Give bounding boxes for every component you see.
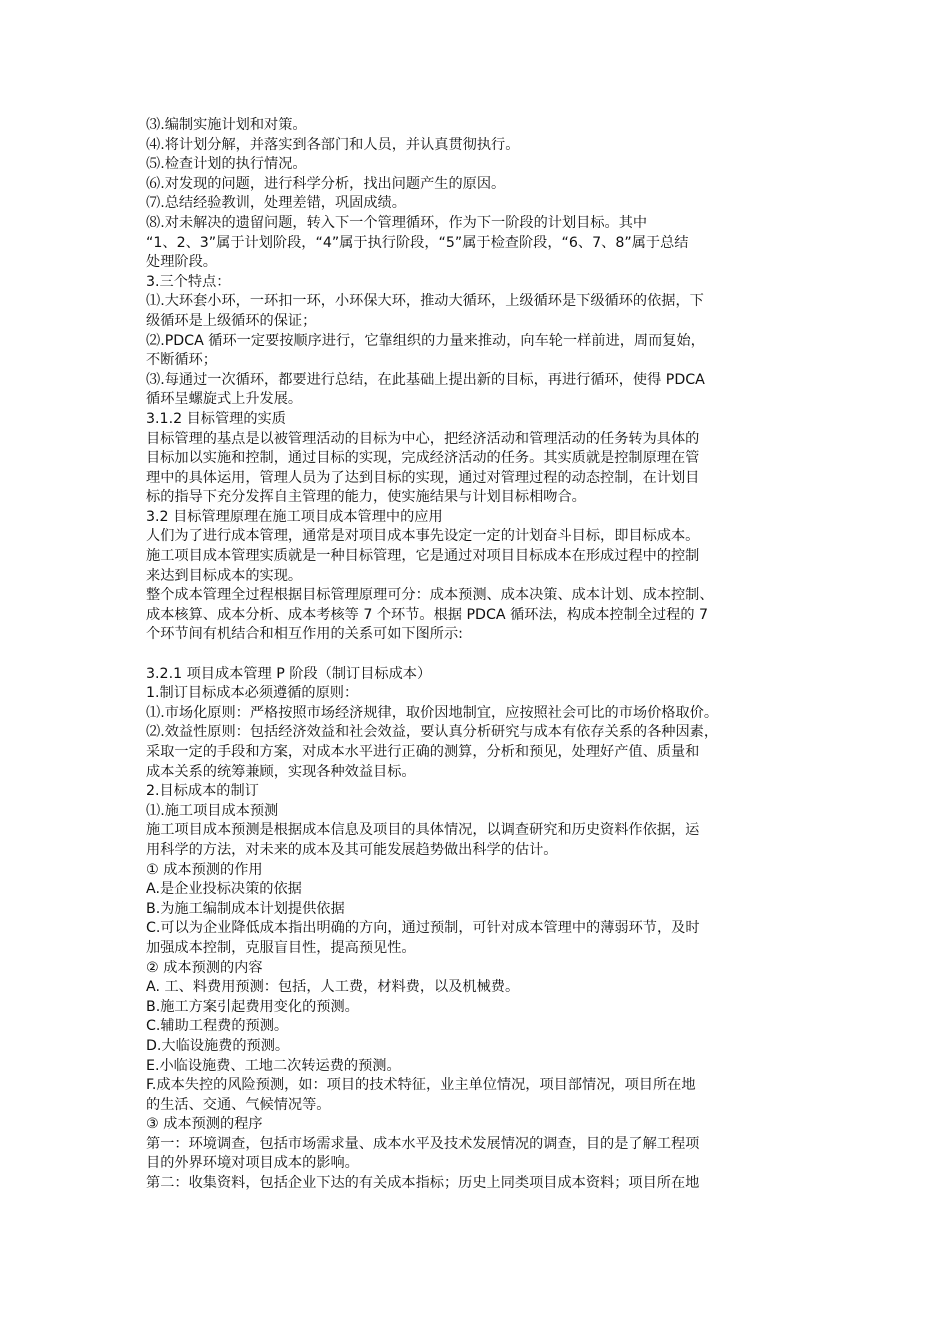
text-line: 标的指导下充分发挥自主管理的能力，使实施结果与计划目标相吻合。 bbox=[146, 489, 586, 506]
text-line: ⑴.市场化原则：严格按照市场经济规律，取价因地制宜，应按照社会可比的市场价格取价。 bbox=[146, 704, 719, 721]
text-line: B.施工方案引起费用变化的预测。 bbox=[146, 998, 359, 1015]
text-line: ⑴.施工项目成本预测 bbox=[146, 802, 279, 819]
text-line: 理中的具体运用，管理人员为了达到目标的实现，通过对管理过程的动态控制，在计划目 bbox=[146, 469, 700, 486]
text-line: “1、2、3”属于计划阶段，“4”属于执行阶段，“5”属于检查阶段，“6、7、8”属于总结 bbox=[146, 234, 689, 251]
text-line: 来达到目标成本的实现。 bbox=[146, 567, 303, 584]
text-line: 采取一定的手段和方案，对成本水平进行正确的测算，分析和预见，处理好产值、质量和 bbox=[146, 744, 700, 760]
text-line: 第一：环境调查，包括市场需求量、成本水平及技术发展情况的调查，目的是了解工程项 bbox=[146, 1135, 700, 1152]
text-line: 人们为了进行成本管理，通常是对项目成本事先设定一定的计划奋斗目标，即目标成本。 bbox=[146, 528, 700, 545]
text-line: 整个成本管理全过程根据目标管理原理可分：成本预测、成本决策、成本计划、成本控制、 bbox=[146, 587, 714, 604]
text-line: ⑵.PDCA 循环一定要按顺序进行，它靠组织的力量来推动，向车轮一样前进，周而复始， bbox=[146, 332, 705, 349]
text-line bbox=[146, 645, 816, 665]
text-line: C.可以为企业降低成本指出明确的方向，通过预制，可针对成本管理中的薄弱环节，及时 bbox=[146, 920, 700, 937]
text-line: 施工项目成本预测是根据成本信息及项目的具体情况，以调查研究和历史资料作依据，运 bbox=[146, 822, 700, 839]
text-line: ⑷.将计划分解，并落实到各部门和人员，并认真贯彻执行。 bbox=[146, 136, 520, 153]
text-line: 成本关系的统筹兼顾，实现各种效益目标。 bbox=[146, 763, 416, 780]
text-line: 处理阶段。 bbox=[146, 254, 217, 271]
text-line: 3.1.2 目标管理的实质 bbox=[146, 410, 286, 427]
text-line: 目标加以实施和控制，通过目标的实现，完成经济活动的任务。其实质就是控制原理在管 bbox=[146, 450, 700, 467]
text-line: A.是企业投标决策的依据 bbox=[146, 881, 302, 898]
text-line: 第二：收集资料，包括企业下达的有关成本指标；历史上同类项目成本资料；项目所在地 bbox=[146, 1175, 700, 1192]
document-body bbox=[146, 116, 816, 1194]
text-line: 的生活、交通、气候情况等。 bbox=[146, 1096, 331, 1113]
text-line: ⑴.大环套小环，一环扣一环，小环保大环，推动大循环，上级循环是下级循环的依据，下 bbox=[146, 293, 704, 310]
text-line: D.大临设施费的预测。 bbox=[146, 1037, 290, 1054]
text-line: 个环节间有机结合和相互作用的关系可如下图所示: bbox=[146, 626, 463, 643]
text-line: 加强成本控制，克服盲目性，提高预见性。 bbox=[146, 939, 416, 956]
text-line: F.成本失控的风险预测，如：项目的技术特征，业主单位情况，项目部情况，项目所在地 bbox=[146, 1077, 696, 1094]
text-line: B.为施工编制成本计划提供依据 bbox=[146, 900, 345, 917]
text-line: 不断循环； bbox=[146, 352, 217, 369]
text-line: 2.目标成本的制订 bbox=[146, 783, 259, 800]
text-line: ⑸.检查计划的执行情况。 bbox=[146, 156, 307, 173]
text-line: ⑶.编制实施计划和对策。 bbox=[146, 117, 307, 133]
text-line: ⑵.效益性原则：包括经济效益和社会效益，要认真分析研究与成本有依存关系的各种因素， bbox=[146, 724, 719, 741]
text-line: 1.制订目标成本必须遵循的原则： bbox=[146, 685, 359, 702]
text-line: 循环呈螺旋式上升发展。 bbox=[146, 391, 303, 408]
text-line: ⑻.对未解决的遗留问题，转入下一个管理循环，作为下一阶段的计划目标。其中 bbox=[146, 214, 648, 231]
text-line: ⑺.总结经验教训，处理差错，巩固成绩。 bbox=[146, 195, 406, 212]
text-line: A. 工、料费用预测：包括，人工费，材料费，以及机械费。 bbox=[146, 979, 520, 996]
text-line: C.辅助工程费的预测。 bbox=[146, 1018, 289, 1035]
text-line: ③ 成本预测的程序 bbox=[146, 1116, 263, 1133]
text-line: 目的外界环境对项目成本的影响。 bbox=[146, 1155, 359, 1172]
text-line: ⑹.对发现的问题，进行科学分析，找出问题产生的原因。 bbox=[146, 175, 506, 192]
text-line: 成本核算、成本分析、成本考核等 7 个环节。根据 PDCA 循环法，构成本控制全过程的 7 bbox=[146, 606, 709, 623]
text-line: 3.2 目标管理原理在施工项目成本管理中的应用 bbox=[146, 508, 443, 525]
text-line: ⑶.每通过一次循环，都要进行总结，在此基础上提出新的目标，再进行循环，使得 PDCA bbox=[146, 371, 705, 388]
text-line: 施工项目成本管理实质就是一种目标管理，它是通过对项目目标成本在形成过程中的控制 bbox=[146, 548, 700, 565]
text-line: E.小临设施费、工地二次转运费的预测。 bbox=[146, 1057, 401, 1074]
text-line: 用科学的方法，对未来的成本及其可能发展趋势做出科学的估计。 bbox=[146, 841, 558, 858]
text-line: 3.2.1 项目成本管理 P 阶段（制订目标成本） bbox=[146, 665, 432, 682]
text-line: ② 成本预测的内容 bbox=[146, 959, 263, 976]
text-line: 3.三个特点： bbox=[146, 273, 231, 290]
text-line: 目标管理的基点是以被管理活动的目标为中心，把经济活动和管理活动的任务转为具体的 bbox=[146, 430, 700, 447]
text-line: 级循环是上级循环的保证； bbox=[146, 312, 317, 329]
text-line: ① 成本预测的作用 bbox=[146, 861, 263, 878]
